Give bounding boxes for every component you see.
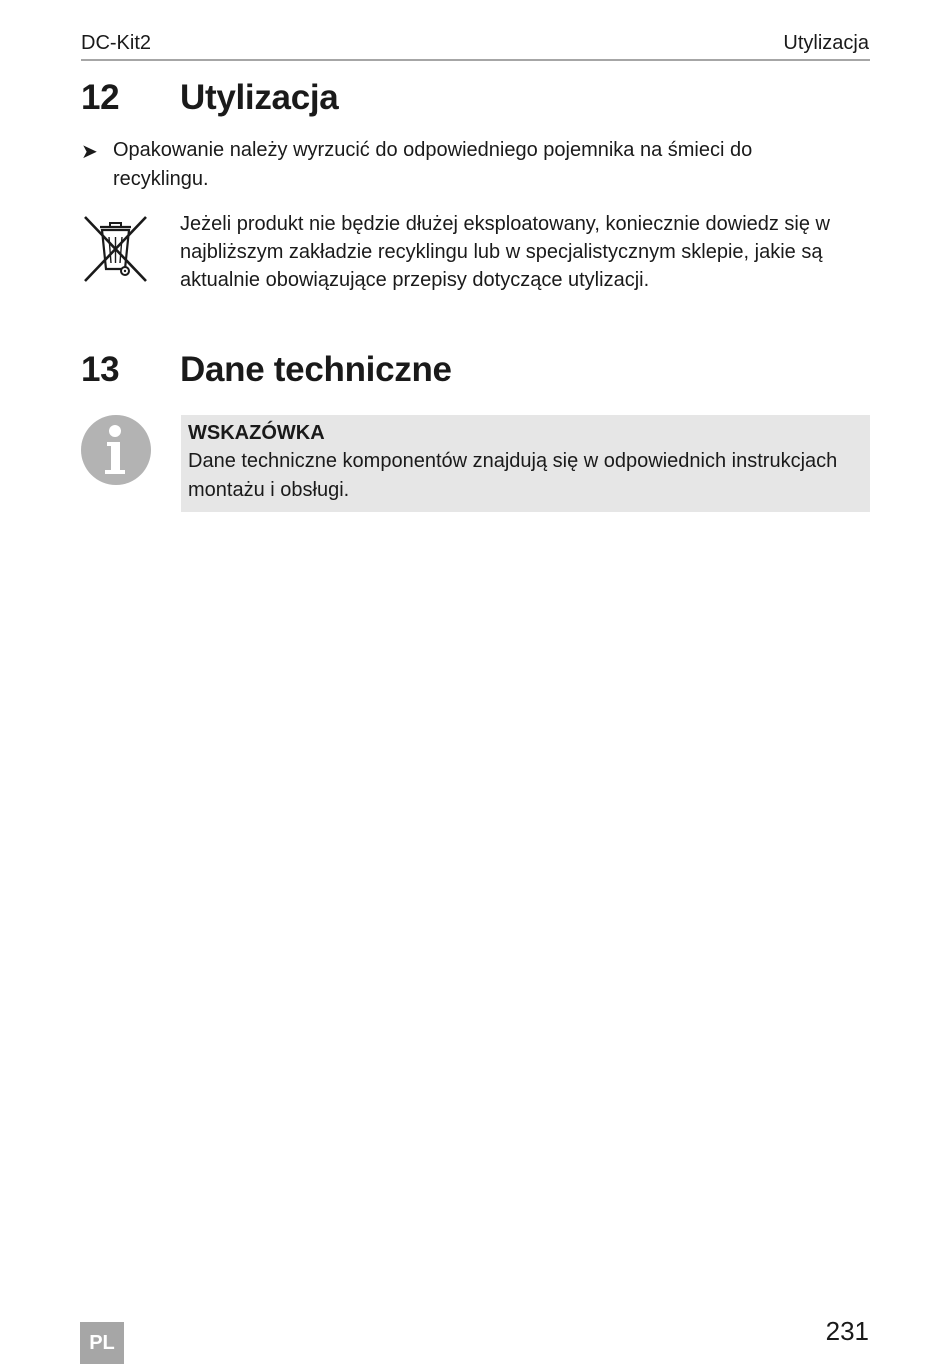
page-number: 231 bbox=[825, 1316, 869, 1346]
disposal-instruction: Jeżeli produkt nie będzie dłużej eksploatowany, koniecznie dowiedz się w najbliższym zakładzie recyklingu lub w specjalistycznym sklepie, jakie są aktualnie obowiązujące przepisy dotyczące utylizacji. bbox=[180, 213, 830, 291]
note-text: Dane techniczne komponentów znajdują się w odpowiednich instrukcjach montażu i obsługi. bbox=[188, 450, 838, 501]
section-13-number: 13 bbox=[81, 350, 120, 389]
info-icon bbox=[80, 414, 152, 486]
section-13-title: Dane techniczne bbox=[180, 350, 452, 389]
crossed-out-wheelie-bin-icon bbox=[81, 213, 150, 285]
note-box bbox=[181, 415, 870, 512]
section-12-number: 12 bbox=[81, 78, 120, 117]
arrow-bullet-icon: ➤ bbox=[81, 141, 98, 163]
section-12-title: Utylizacja bbox=[180, 78, 339, 117]
language-badge: PL bbox=[80, 1322, 124, 1364]
header-doc-title: DC-Kit2 bbox=[81, 32, 152, 54]
packaging-instruction: Opakowanie należy wyrzucić do odpowiedniego pojemnika na śmieci do recyklingu. bbox=[113, 139, 753, 190]
note-title: WSKAZÓWKA bbox=[188, 422, 325, 444]
header-divider bbox=[81, 59, 870, 61]
header-chapter-title: Utylizacja bbox=[783, 32, 869, 54]
